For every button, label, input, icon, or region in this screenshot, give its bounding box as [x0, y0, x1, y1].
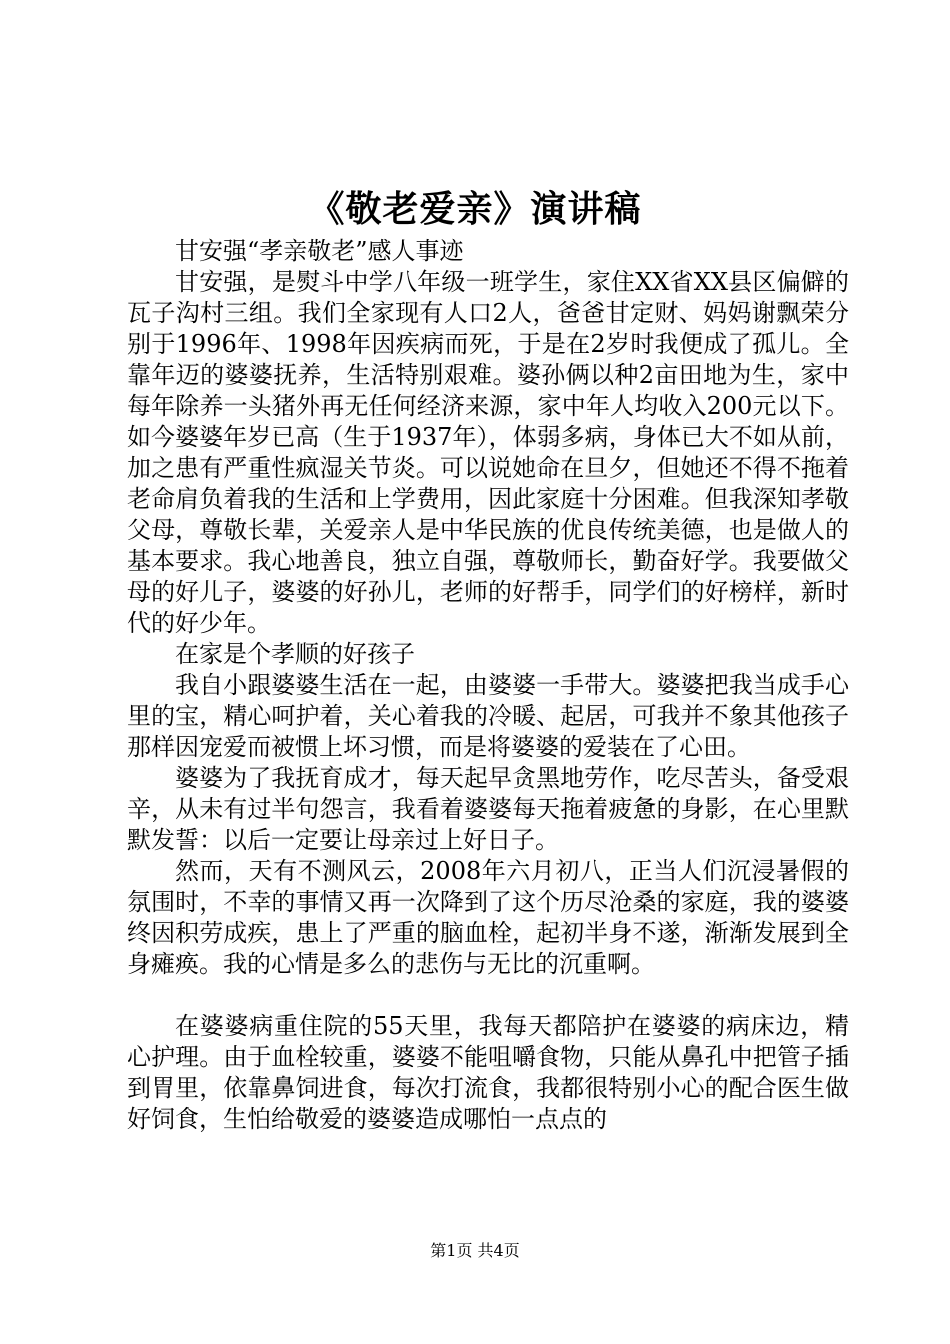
body-paragraph: 然而，天有不测风云，2008年六月初八，正当人们沉浸暑假的氛围时，不幸的事情又再一次降到了这个历尽沧桑的家庭，我的婆婆终因积劳成疾，患上了严重的脑血栓，起初半身不遂，渐渐发展到全身瘫痪。我的心情是多么的悲伤与无比的沉重啊。 [127, 857, 849, 978]
body-paragraph: 婆婆为了我抚育成才，每天起早贪黑地劳作，吃尽苦头，备受艰辛，从未有过半句怨言，我看着婆婆每天拖着疲惫的身影，在心里默默发誓：以后一定要让母亲过上好日子。 [127, 764, 849, 854]
body-paragraph: 甘安强，是熨斗中学八年级一班学生，家住XX省XX县区偏僻的瓦子沟村三组。我们全家现有人口2人，爸爸甘定财、妈妈谢飘荣分别于1996年、1998年因疾病而死，于是在2岁时我便成了孤儿。全靠年迈的婆婆抚养，生活特别艰难。婆孙俩以种2亩田地为生，家中每年除养一头猪外再无任何经济来源，家中年人均收入200元以下。如今婆婆年岁已高（生于1937年），体弱多病，身体已大不如从前，加之患有严重性疯湿关节炎。可以说她命在旦夕，但她还不得不拖着老命肩负着我的生活和上学费用，因此家庭十分困难。但我深知孝敬父母，尊敬长辈，关爱亲人是中华民族的优良传统美德，也是做人的基本要求。我心地善良，独立自强，尊敬师长，勤奋好学。我要做父母的好儿子，婆婆的好孙儿，老师的好帮手，同学们的好榜样，新时代的好少年。 [127, 268, 849, 637]
body-paragraph: 在婆婆病重住院的55天里，我每天都陪护在婆婆的病床边，精心护理。由于血栓较重，婆婆不能咀嚼食物，只能从鼻孔中把管子插到胃里，依靠鼻饲进食，每次打流食，我都很特别小心的配合医生做好饲食，生怕给敬爱的婆婆造成哪怕一点点的 [127, 1012, 849, 1133]
document-body [127, 236, 849, 1135]
page-number-footer: 第1页 共4页 [430, 1241, 520, 1260]
section-heading: 甘安强“孝亲敬老”感人事迹 [175, 237, 464, 265]
body-paragraph: 我自小跟婆婆生活在一起，由婆婆一手带大。婆婆把我当成手心里的宝，精心呵护着，关心着我的冷暖、起居，可我并不象其他孩子那样因宠爱而被惯上坏习惯，而是将婆婆的爱装在了心田。 [127, 671, 849, 761]
document-title: 《敬老爱亲》演讲稿 [308, 188, 642, 230]
section-heading: 在家是个孝顺的好孩子 [175, 640, 415, 668]
